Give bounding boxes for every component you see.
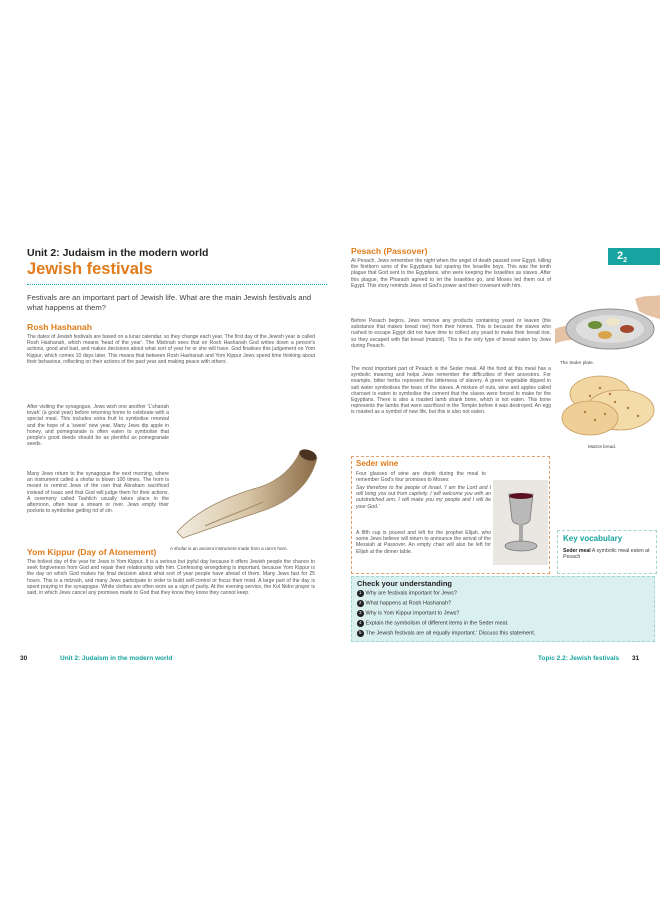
rosh-hashanah-heading: Rosh Hashanah bbox=[27, 322, 92, 332]
pesach-paragraph-1: At Pesach, Jews remember the night when the angel of death passed over Egypt, killing the firstborn sons of the Egyptians but sparing the Israelite boys. This was the tenth plague that God sent to the Egyptians, who were keeping the Israelites as slaves. After this plague, the Pharaoh agreed to let the Israelites go, and Moses led them out of Egypt. This story reminds Jews of God's power and their covenant with him. bbox=[351, 258, 551, 289]
yom-kippur-paragraph: The holiest day of the year for Jews is Yom Kippur. It is a serious but joyful day because it offers Jewish people the chance to seek forgiveness from God and repair their relationship with him. Confessing wrongdoing is important, because Yom Kippur is the day on which God makes his final decision about what sort of year people have ahead of them. Many Jews fast for 25 hours. This is a mitzvah, and many Jews participate in order to build self-control or focus their mind. A large part of the day is spent praying in the synagogue. White clothes are often worn as a sign of purity. At the evening service, the Kol Nidre prayer is said, in which Jews cancel any promises made to God that they know they know they cannot keep. bbox=[27, 559, 315, 597]
matzot-bread-image bbox=[560, 372, 660, 442]
rosh-paragraph-2: After visiting the synagogue, Jews wish one another 'L'shanah tovah' (a good year) before returning home to celebrate with a special meal. This includes extra fruit to symbolise renewal and the hope of a 'sweet' new year. Many Jews dip apple in honey, and pomegranate is often eaten to symbolise that people's good deeds should be as plentiful as pomegranate seeds. bbox=[27, 404, 169, 448]
seder-plate-image bbox=[555, 289, 660, 357]
topic-badge: $2_2$ bbox=[608, 248, 660, 265]
left-footer-label: Unit 2: Judaism in the modern world bbox=[60, 655, 173, 662]
seder-wine-intro: Four glasses of wine are drunk during the meal to remember God's four promises to Moses: bbox=[356, 471, 486, 484]
question-3: 3 Why is Yom Kippur important to Jews? bbox=[358, 610, 460, 617]
seder-wine-paragraph-2: A fifth cup is poured and left for the prophet Elijah, who some Jews believe will return to announce the arrival of the Messiah at Passover. An empty chair will also be left for Elijah at the dinner table. bbox=[356, 530, 491, 555]
vocab-definition: A symbolic meal eaten at Pesach bbox=[563, 548, 650, 561]
right-footer-label: Topic 2.2: Jewish festivals bbox=[538, 655, 620, 662]
left-page-number: 30 bbox=[20, 655, 28, 662]
key-vocabulary-entry bbox=[563, 548, 653, 561]
pesach-paragraph-2: Before Pesach begins, Jews remove any products containing yeast or leaven (the substance that makes bread rise) from their homes. This is because the slaves who rushed to escape Egypt did not have time to collect any yeast to make their bread rise, so they escaped with flat bread (matzot). This is the only type of bread eaten by Jews during Pesach. bbox=[351, 318, 551, 349]
question-5: 5 The Jewish festivals are all equally important.' Discuss this statement. bbox=[358, 630, 536, 637]
page-title: Jewish festivals bbox=[27, 260, 153, 278]
vocab-term: Seder meal bbox=[563, 548, 591, 554]
pesach-paragraph-3: The most important part of Pesach is the Seder meal. All the food at this meal has a symbolic meaning and helps Jews remember the difficulties of their ancestors. For example, bitter herbs represent the bitterness of slavery. A green vegetable dipped in salt water symbolises the tears of the slaves. A mixture of nuts, wine and apples called charoset is eaten to symbolise the cement that the slaves were forced to make for the Egyptians. There is also a roasted lamb shank bone, which is not eaten. This bone represents the lambs that were sacrificed in the Temple before it was destroyed. An egg is roasted as a symbol of new life, but this is also not eaten. bbox=[351, 366, 551, 416]
shofar-image bbox=[165, 442, 325, 542]
matzot-caption: Matzot bread. bbox=[588, 444, 617, 449]
check-understanding-title: Check your understanding bbox=[357, 579, 453, 588]
seder-wine-quote: Say therefore to the people of Israel, 'I am the Lord and I will bring you out from captivity. I will welcome you with an outstretched arm, I will make you my people and I will be your God.' bbox=[356, 485, 491, 510]
yom-kippur-heading: Yom Kippur (Day of Atonement) bbox=[27, 547, 157, 557]
question-4: 4 Explain the symbolism of different items in the Seder meal. bbox=[358, 620, 509, 627]
question-2: 2 What happens at Rosh Hashanah? bbox=[358, 600, 452, 607]
rosh-paragraph-1: The dates of Jewish festivals are based on a lunar calendar, so they change each year. The first day of the Jewish year is called Rosh Hashanah, which means 'head of the year'. The Mishnah sees that on Rosh Hashanah God writes down a person's actions, good and bad, and makes decisions about what sort of year he or she will have. God finalises this judgement on Yom Kippur, which comes 10 days later. This means that between Rosh Hashanah and Yom Kippur Jews spend time thinking about their behaviour, reflecting on their actions of the past year and making peace with others. bbox=[27, 334, 315, 365]
intro-text: Festivals are an important part of Jewish life. What are the main Jewish festivals and what happens at them? bbox=[27, 293, 312, 312]
shofar-caption: A shofar is an ancient instrument made from a ram's horn. bbox=[170, 546, 288, 551]
right-page-number: 31 bbox=[632, 655, 640, 662]
key-vocabulary-title: Key vocabulary bbox=[563, 534, 623, 543]
pesach-heading: Pesach (Passover) bbox=[351, 246, 428, 256]
title-divider bbox=[27, 284, 327, 285]
rosh-paragraph-3: Many Jews return to the synagogue the next morning, where an instrument called a shofar is blown 100 times. The horn is meant to remind Jews of the ram that Abraham sacrificed instead of Isaac and that God will judge them for their actions. A ceremony called Tashlich usually takes place in the afternoon, often near a stream or river. Jews empty their pockets to symbolise getting rid of sin. bbox=[27, 471, 169, 515]
seder-plate-caption: The Seder plate. bbox=[560, 360, 594, 365]
unit-title: Unit 2: Judaism in the modern world bbox=[27, 247, 209, 259]
wine-cup-image bbox=[493, 480, 548, 565]
seder-wine-title: Seder wine bbox=[356, 459, 399, 468]
question-1: 1 Why are festivals important for Jews? bbox=[358, 590, 457, 597]
